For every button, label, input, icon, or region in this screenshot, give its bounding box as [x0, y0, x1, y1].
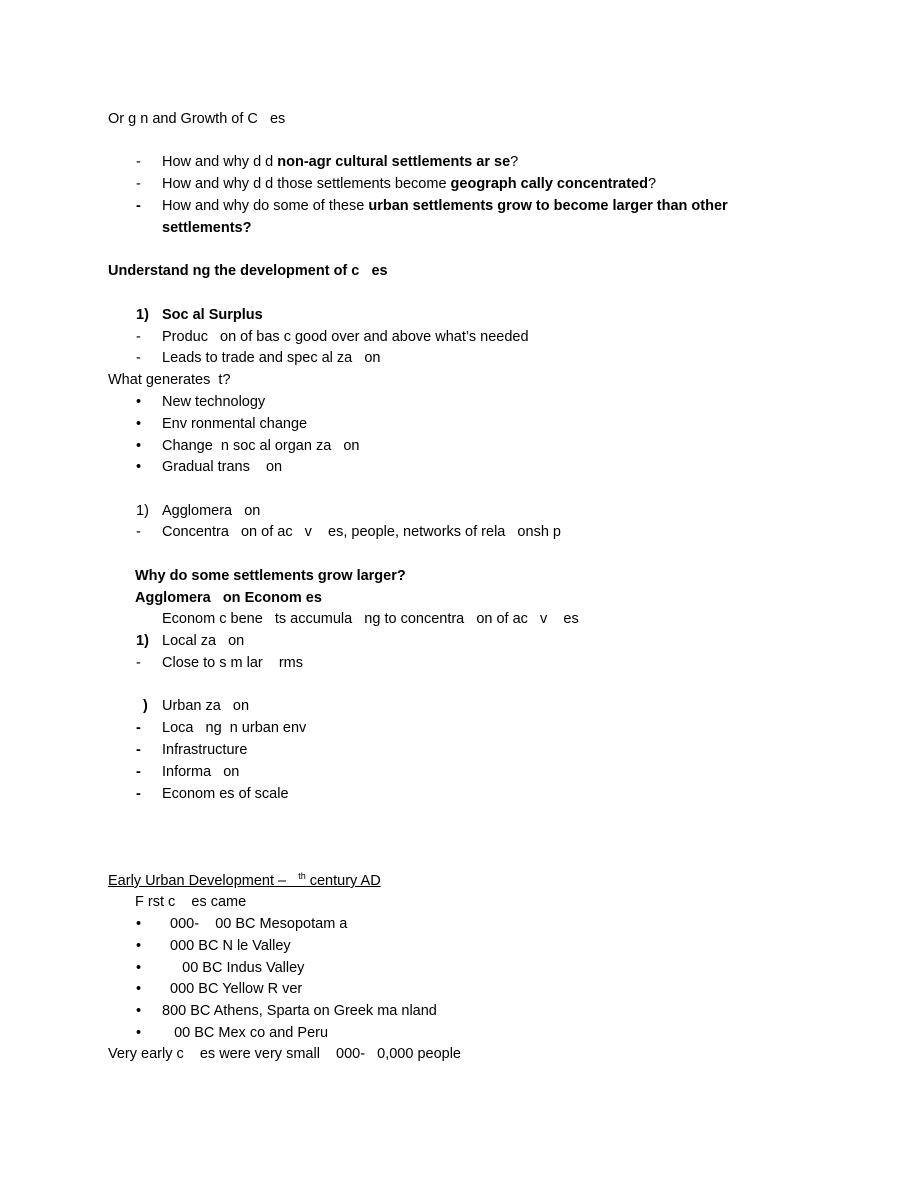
list-number: 1): [136, 503, 149, 519]
list-item: 000- 00 BC Mesopotam a: [162, 916, 348, 932]
list-item: 000 BC N le Valley: [162, 938, 291, 954]
list-number: ): [143, 698, 148, 714]
list-item: Change n soc al organ za on: [162, 438, 360, 454]
paragraph: What generates t?: [108, 372, 231, 388]
question-marker: -: [136, 176, 141, 192]
list-number: 1): [136, 633, 149, 649]
list-item: Econom es of scale: [162, 786, 289, 802]
document-title: Or g n and Growth of C es: [108, 111, 286, 127]
bullet: •: [136, 1003, 142, 1019]
list-marker: -: [136, 720, 141, 736]
question-marker: -: [136, 198, 141, 214]
list-marker: -: [136, 764, 141, 780]
list-item: 800 BC Athens, Sparta on Greek ma nland: [162, 1003, 437, 1019]
list-marker: -: [136, 742, 141, 758]
ordinal-suffix: th: [298, 871, 306, 881]
question-marker: -: [136, 154, 141, 170]
question-item: [162, 197, 728, 215]
paragraph: Very early c es were very small 000- 0,000 people: [108, 1046, 461, 1062]
bullet: •: [136, 394, 142, 410]
section-heading: Why do some settlements grow larger?: [135, 568, 406, 584]
paragraph: F rst c es came: [135, 894, 247, 910]
bullet: •: [136, 981, 142, 997]
list-item: Concentra on of ac v es, people, networks of rela onsh p: [162, 524, 561, 540]
list-item: Env ronmental change: [162, 416, 308, 432]
list-item: Informa on: [162, 764, 240, 780]
list-item: Close to s m lar rms: [162, 655, 303, 671]
list-item: Leads to trade and spec al za on: [162, 350, 381, 366]
question-text: How and why do some of these: [162, 198, 369, 214]
list-marker: -: [136, 786, 141, 802]
list-marker: -: [136, 655, 141, 671]
subsection-heading: Agglomera on: [162, 503, 261, 519]
list-marker: -: [136, 329, 141, 345]
list-number: 1): [136, 307, 149, 323]
question-emphasis: non-agr cultural settlements ar se: [277, 154, 511, 170]
question-item: [162, 153, 518, 171]
question-continuation: settlements?: [162, 220, 252, 236]
question-text: How and why d d those settlements become: [162, 176, 451, 192]
question-end: ?: [647, 176, 657, 192]
question-end: ?: [510, 154, 519, 170]
section-heading: Understand ng the development of c es: [108, 263, 388, 279]
list-item: New technology: [162, 394, 266, 410]
bullet: •: [136, 938, 142, 954]
section-heading-underlined: [108, 872, 381, 890]
question-text: How and why d d: [162, 154, 278, 170]
question-emphasis: geograph cally concentrated: [450, 176, 648, 192]
list-item: 00 BC Mex co and Peru: [162, 1025, 329, 1041]
bullet: •: [136, 1025, 142, 1041]
list-item: 00 BC Indus Valley: [162, 960, 305, 976]
bullet: •: [136, 916, 142, 932]
list-item: Infrastructure: [162, 742, 248, 758]
subsection-heading: Urban za on: [162, 698, 250, 714]
question-item: [162, 175, 656, 193]
subsection-heading: Local za on: [162, 633, 245, 649]
section-subheading: Agglomera on Econom es: [135, 590, 322, 606]
list-item: Produc on of bas c good over and above what’s needed: [162, 329, 529, 345]
list-marker: -: [136, 350, 141, 366]
list-item: Gradual trans on: [162, 459, 283, 475]
heading-text: Early Urban Development –: [108, 873, 299, 889]
heading-text-end: century AD: [305, 873, 381, 889]
list-marker: -: [136, 524, 141, 540]
bullet: •: [136, 438, 142, 454]
definition: Econom c bene ts accumula ng to concentra on of ac v es: [162, 611, 579, 627]
bullet: •: [136, 960, 142, 976]
list-item: Loca ng n urban env: [162, 720, 307, 736]
question-emphasis: urban settlements grow to become larger than other: [368, 198, 728, 214]
bullet: •: [136, 459, 142, 475]
bullet: •: [136, 416, 142, 432]
subsection-heading: Soc al Surplus: [162, 307, 263, 323]
list-item: 000 BC Yellow R ver: [162, 981, 303, 997]
